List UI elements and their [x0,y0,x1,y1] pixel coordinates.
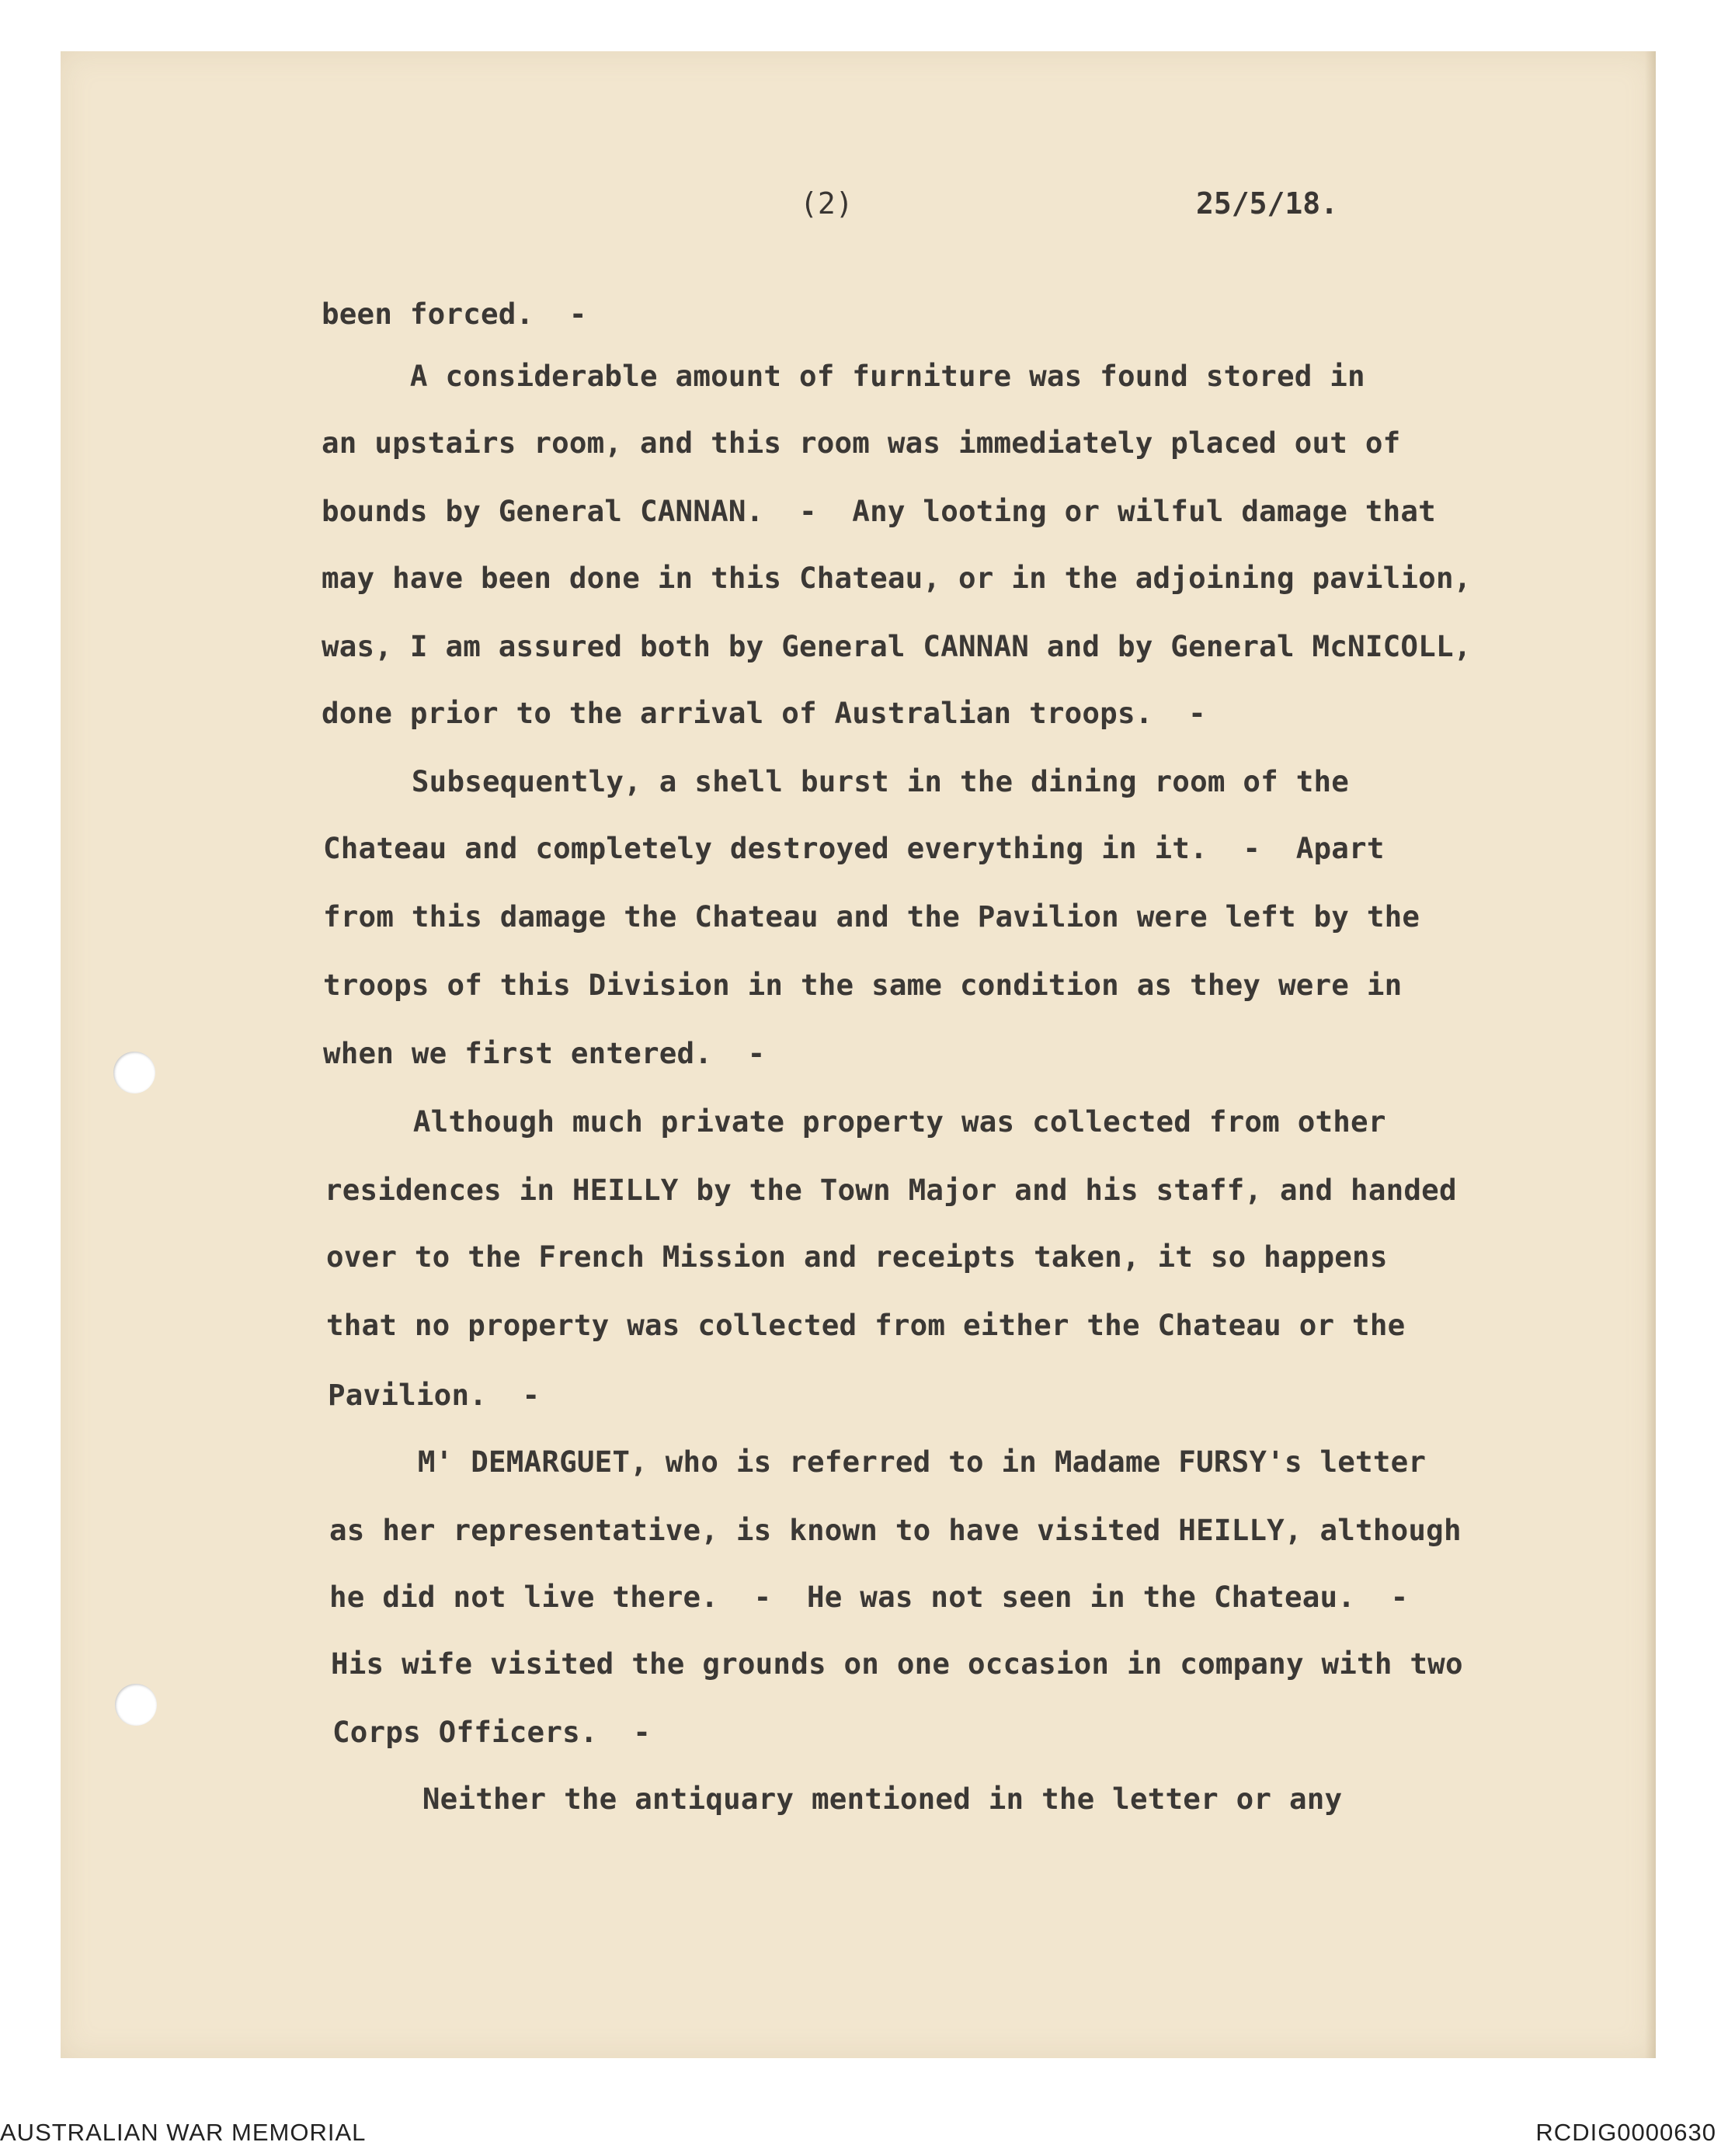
body-line: from this damage the Chateau and the Pavilion were left by the [323,899,1420,934]
document-paper [61,51,1656,2058]
body-line: Corps Officers. - [332,1715,651,1749]
body-line: over to the French Mission and receipts taken, it so happens [326,1240,1388,1274]
paper-edge [1645,51,1656,2058]
body-line: A considerable amount of furniture was found stored in [322,359,1365,393]
footer-record-id: RCDIG0000630 [1535,2119,1716,2146]
body-line: residences in HEILLY by the Town Major and his staff, and handed [325,1173,1457,1207]
punch-hole-lower [115,1684,157,1726]
body-line: an upstairs room, and this room was immediately placed out of [322,426,1401,460]
body-line: when we first entered. - [323,1036,766,1070]
punch-hole-upper [113,1052,155,1094]
footer-institution: AUSTRALIAN WAR MEMORIAL [0,2119,367,2146]
body-line: that no property was collected from either the Chateau or the [326,1308,1406,1342]
body-line: Subsequently, a shell burst in the dining room of the [323,764,1350,798]
body-line: may have been done in this Chateau, or in the adjoining pavilion, [322,561,1472,595]
body-line: Pavilion. - [328,1378,541,1412]
body-line: Chateau and completely destroyed everything in it. - Apart [323,831,1385,865]
body-line: been forced. - [322,297,587,331]
body-line: he did not live there. - He was not seen in the Chateau. - [329,1580,1409,1614]
body-line: bounds by General CANNAN. - Any looting or wilful damage that [322,494,1436,528]
body-line: Although much private property was collected from other [325,1104,1386,1139]
body-line: Neither the antiquary mentioned in the letter or any [334,1782,1343,1816]
body-line: as her representative, is known to have visited HEILLY, although [329,1513,1462,1547]
body-line: His wife visited the grounds on one occasion in company with two [331,1647,1463,1681]
page-number: (2) [800,186,854,221]
body-line: troops of this Division in the same condition as they were in [323,968,1403,1002]
body-line: was, I am assured both by General CANNAN and by General McNICOLL, [322,629,1472,663]
body-line: M' DEMARGUET, who is referred to in Madame FURSY's letter [329,1445,1427,1479]
document-date: 25/5/18. [1196,186,1339,221]
body-line: done prior to the arrival of Australian troops. - [322,696,1206,730]
